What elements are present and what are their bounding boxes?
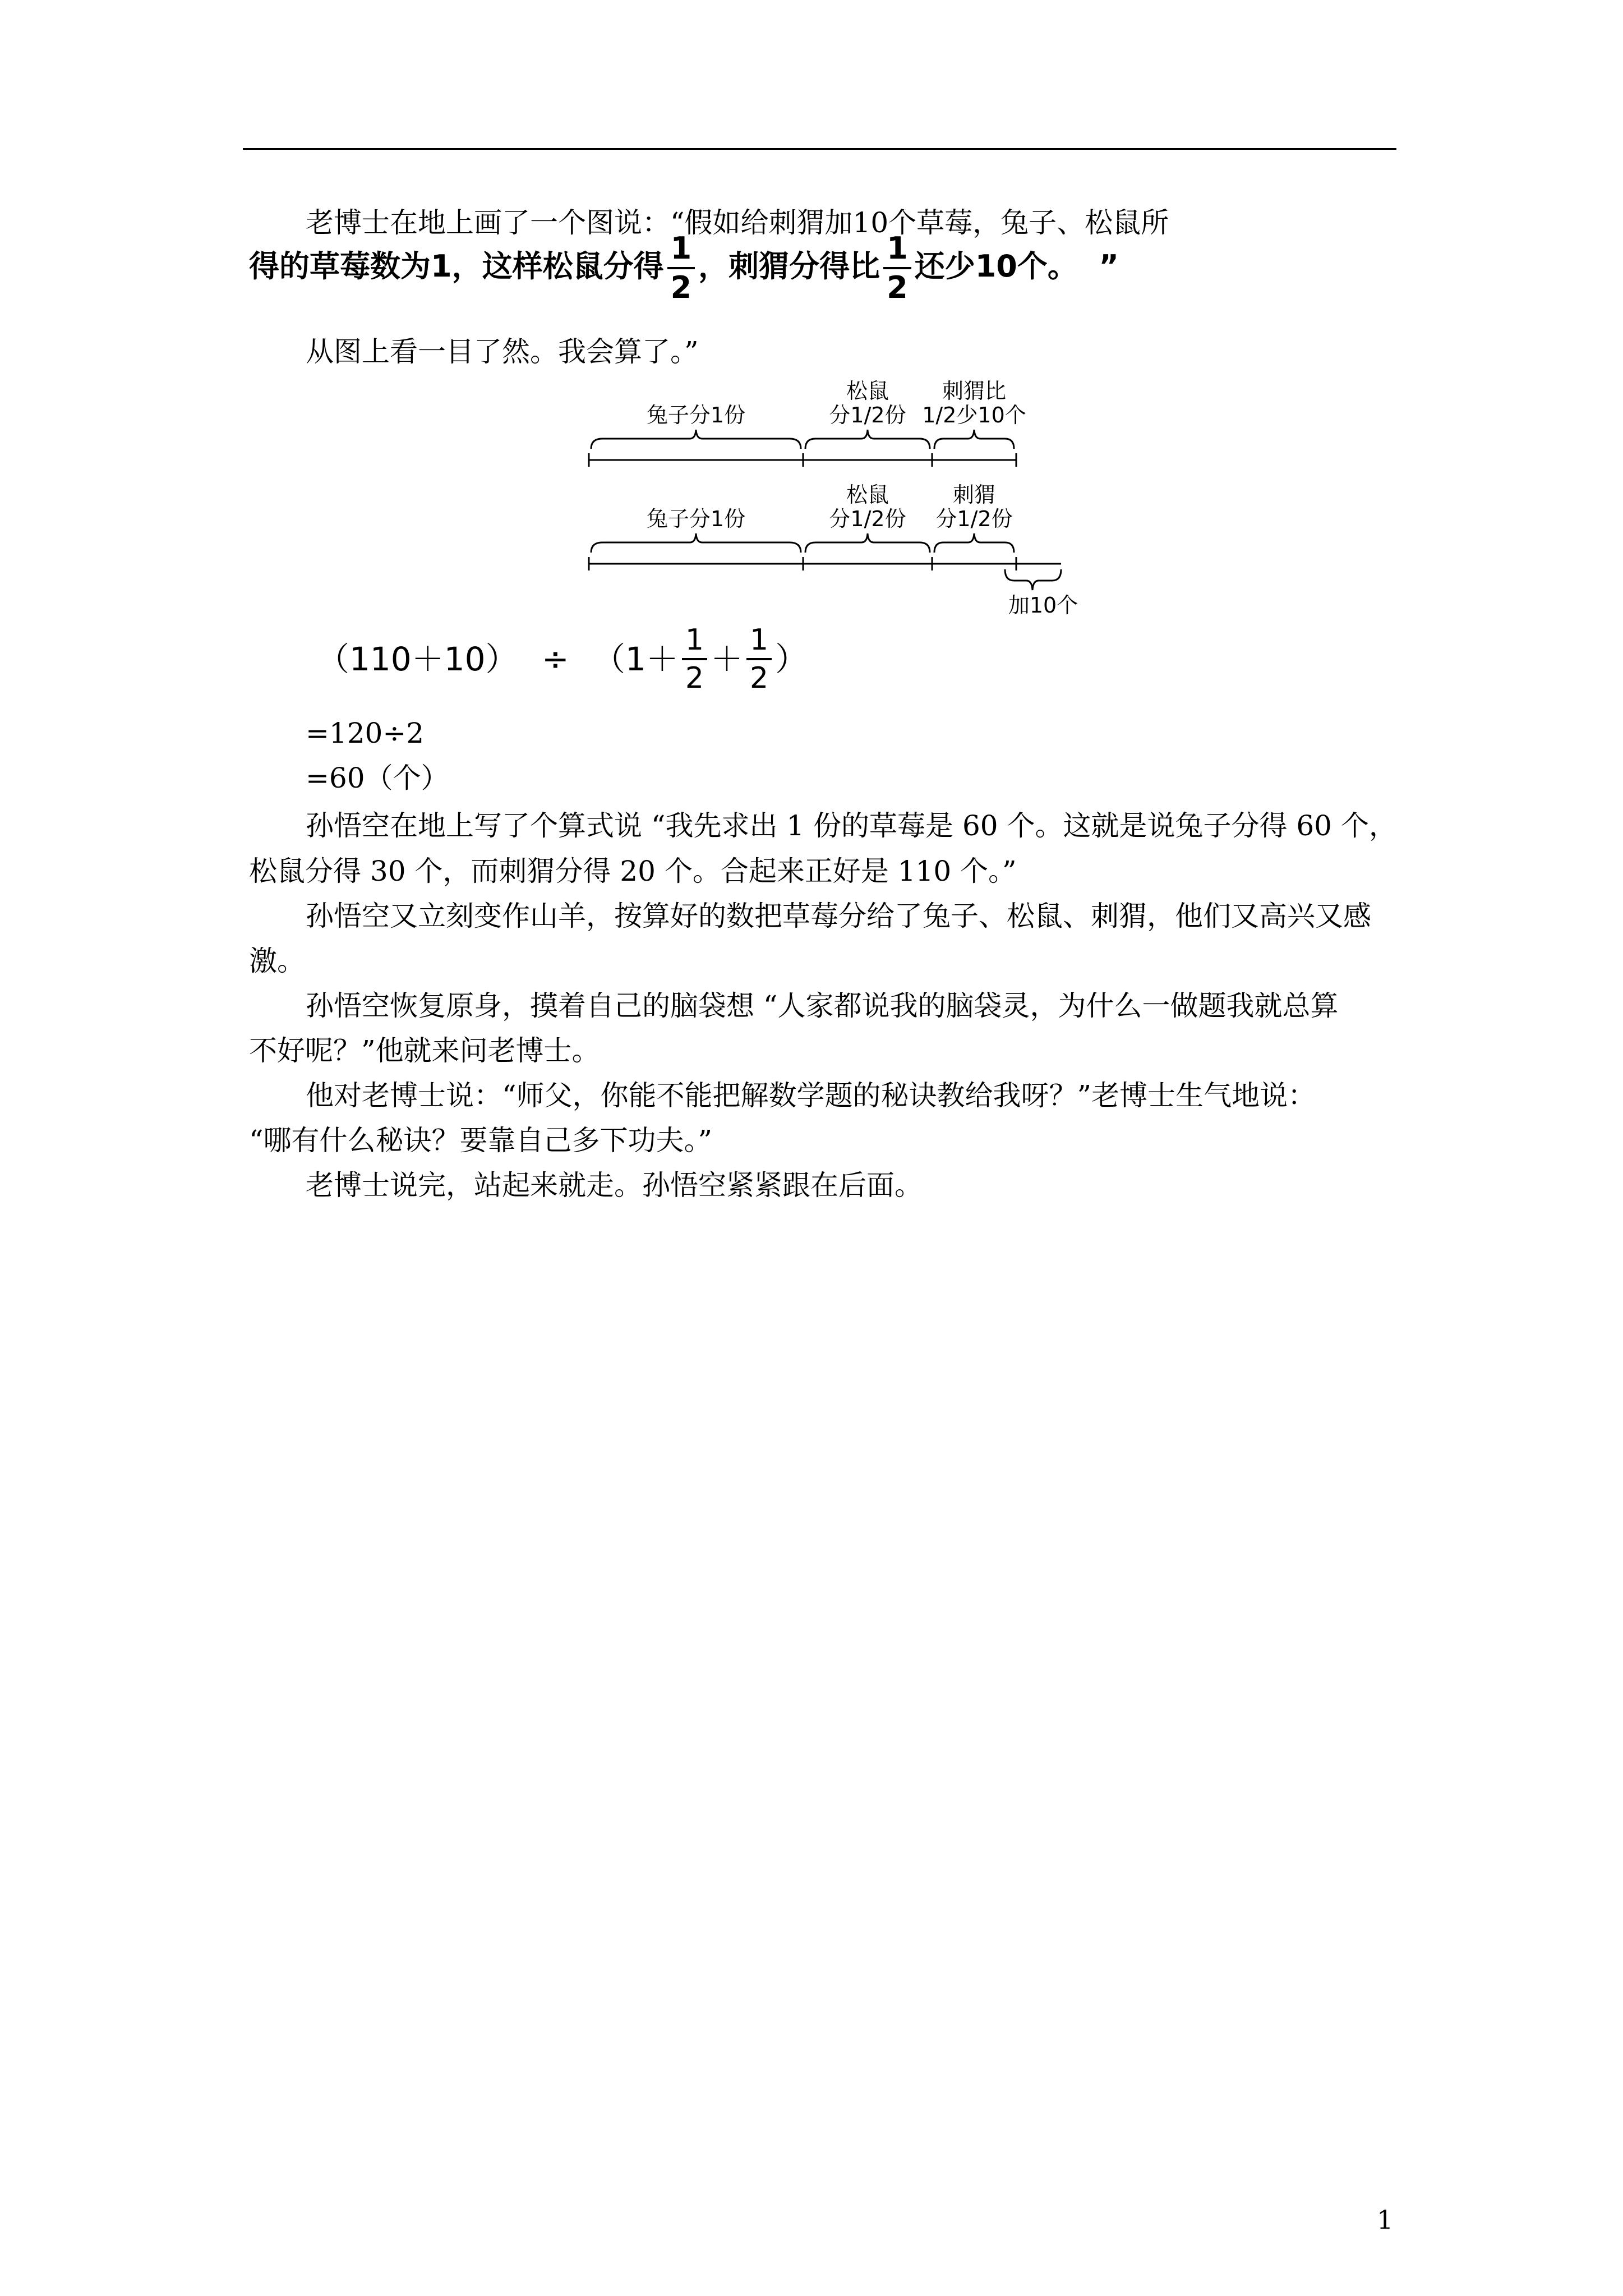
formula-fraction-1: $\frac{1}{2}$	[682, 625, 707, 693]
formula-fraction-2: $\frac{1}{2}$	[746, 625, 772, 693]
formula-open: （110＋10）	[317, 640, 518, 678]
fraction-half: $\frac{1}{2}$	[883, 233, 911, 303]
header-rule	[243, 148, 1396, 150]
line-segment-diagram	[578, 370, 1082, 623]
formula-div: ÷	[541, 640, 569, 678]
calc-line-1: =120÷2	[306, 717, 425, 749]
paragraph-4-line-2: 松鼠分得 30 个，而刺猬分得 20 个。合起来正好是 110 个。”	[249, 855, 1017, 887]
p2-text-c: 还少10个。	[914, 249, 1078, 284]
paragraph-8: 老博士说完，站起来就走。孙悟空紧紧跟在后面。	[306, 1169, 923, 1202]
p2-text-d: ”	[1099, 249, 1119, 284]
paragraph-7-line-2: “哪有什么秘诀？要靠自己多下功夫。”	[249, 1124, 713, 1157]
formula-paren-close: ）	[775, 640, 808, 678]
paragraph-3: 从图上看一目了然。我会算了。”	[306, 335, 699, 368]
row2-rabbit-label: 兔子分1份	[646, 507, 746, 531]
division-formula	[317, 625, 808, 693]
page-number: 1	[1377, 2205, 1394, 2235]
row2-hedgehog-label-1: 刺猬	[952, 482, 996, 507]
fraction-half: $\frac{1}{2}$	[667, 233, 695, 303]
p2-text-b: ，刺猬分得比	[698, 249, 880, 284]
row1-squirrel-label-1: 松鼠	[846, 379, 889, 403]
p2-text-a: 得的草莓数为1，这样松鼠分得	[249, 249, 664, 284]
paragraph-6-line-2: 不好呢？”他就来问老博士。	[249, 1034, 600, 1067]
row1-rabbit-label: 兔子分1份	[646, 403, 746, 427]
row1-hedgehog-label-1: 刺猬比	[942, 379, 1007, 403]
paragraph-1: 老博士在地上画了一个图说：“假如给刺猬加10个草莓，兔子、松鼠所	[306, 206, 1169, 239]
row2-hedgehog-label-2: 分1/2份	[935, 507, 1013, 531]
row2-extra-label: 加10个	[1008, 593, 1078, 618]
paragraph-5-line-2: 激。	[249, 945, 305, 977]
formula-plus: ＋	[711, 640, 744, 678]
formula-paren-open: （1＋	[593, 640, 679, 678]
paragraph-6-line-1: 孙悟空恢复原身，摸着自己的脑袋想 “人家都说我的脑袋灵，为什么一做题我就总算	[306, 990, 1339, 1022]
row2-squirrel-label-1: 松鼠	[846, 482, 889, 507]
row2-squirrel-label-2: 分1/2份	[829, 507, 906, 531]
calc-line-2: =60（个）	[306, 762, 449, 794]
paragraph-2-bold	[249, 231, 1396, 306]
row1-hedgehog-label-2: 1/2少10个	[922, 403, 1026, 427]
paragraph-4-line-1: 孙悟空在地上写了个算式说 “我先求出 1 份的草莓是 60 个。这就是说兔子分得 60 个，	[306, 809, 1397, 842]
paragraph-7-line-1: 他对老博士说：“师父，你能不能把解数学题的秘诀教给我呀？”老博士生气地说：	[306, 1079, 1316, 1112]
paragraph-5-line-1: 孙悟空又立刻变作山羊，按算好的数把草莓分给了兔子、松鼠、刺猬，他们又高兴又感	[306, 900, 1371, 932]
row1-squirrel-label-2: 分1/2份	[829, 403, 906, 427]
